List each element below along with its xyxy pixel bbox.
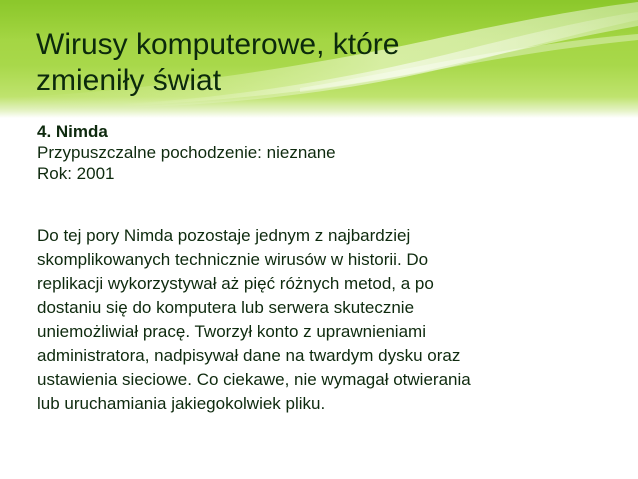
body-line: replikacji wykorzystywał aż pięć różnych metod, a po [37,274,434,293]
body-line: dostaniu się do komputera lub serwera skutecznie [37,298,415,317]
slide-title [36,27,596,99]
virus-info [37,121,336,184]
description-paragraph [37,224,617,416]
section-heading: 4. Nimda [37,122,108,141]
body-line: uniemożliwiał pracę. Tworzył konto z uprawnieniami [37,322,426,341]
origin-line: Przypuszczalne pochodzenie: nieznane [37,143,336,162]
body-line: ustawienia sieciowe. Co ciekawe, nie wymagał otwierania [37,370,471,389]
body-line: lub uruchamiania jakiegokolwiek pliku. [37,394,326,413]
title-line-2: zmieniły świat [36,64,222,97]
title-line-1: Wirusy komputerowe, które [36,28,400,61]
body-line: administratora, nadpisywał dane na twardym dysku oraz [37,346,461,365]
body-line: skomplikowanych technicznie wirusów w historii. Do [37,250,429,269]
year-line: Rok: 2001 [37,164,115,183]
body-line: Do tej pory Nimda pozostaje jednym z najbardziej [37,226,411,245]
